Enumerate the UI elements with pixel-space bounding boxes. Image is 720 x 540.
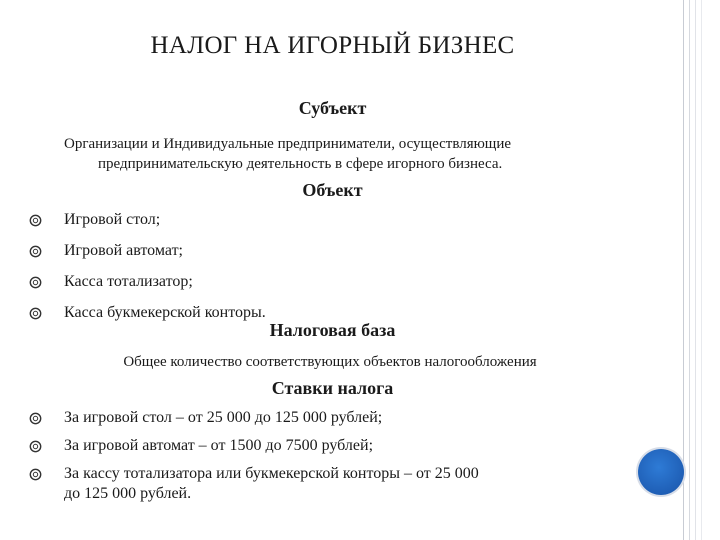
list-item	[0, 464, 640, 504]
slide-title: НАЛОГ НА ИГОРНЫЙ БИЗНЕС	[150, 32, 515, 59]
object-item-text: Игровой автомат;	[64, 242, 183, 259]
subject-text-line1: Организации и Индивидуальные предприниматели, осуществляющие	[64, 136, 512, 152]
object-item-text: Касса тотализатор;	[64, 273, 193, 290]
list-item	[0, 272, 640, 292]
rate-item-text: За игровой автомат – от 1500 до 7500 рублей;	[64, 437, 374, 454]
object-list	[0, 210, 640, 334]
object-heading: Объект	[302, 180, 363, 200]
ring-bullet-icon	[28, 411, 43, 426]
object-item-text: Касса букмекерской конторы.	[64, 304, 266, 321]
subject-text-line2: предпринимательскую деятельность в сфере игорного бизнеса.	[98, 156, 503, 172]
list-item	[0, 408, 640, 428]
tax-rates-heading: Ставки налога	[271, 378, 394, 398]
rate-item-text-line2: до 125 000 рублей.	[64, 485, 192, 502]
list-item	[0, 210, 640, 230]
ring-bullet-icon	[28, 467, 43, 482]
tax-base-heading: Налоговая база	[269, 320, 396, 340]
tax-base-text: Общее количество соответствующих объектов налогообложения	[123, 354, 537, 370]
list-item	[0, 241, 640, 261]
ring-bullet-icon	[28, 439, 43, 454]
list-item	[0, 436, 640, 456]
tax-rates-list	[0, 408, 640, 512]
object-item-text: Игровой стол;	[64, 211, 161, 228]
subject-heading: Субъект	[298, 98, 367, 118]
ring-bullet-icon	[28, 306, 43, 321]
ring-bullet-icon	[28, 244, 43, 259]
ring-bullet-icon	[28, 275, 43, 290]
rate-item-text-line1: За кассу тотализатора или букмекерской конторы – от 25 000	[64, 465, 479, 482]
blue-circle-decoration	[638, 449, 684, 495]
ring-bullet-icon	[28, 213, 43, 228]
subject-text	[64, 134, 624, 174]
rate-item-text: За игровой стол – от 25 000 до 125 000 рублей;	[64, 409, 383, 426]
page-border-decoration	[682, 0, 720, 540]
